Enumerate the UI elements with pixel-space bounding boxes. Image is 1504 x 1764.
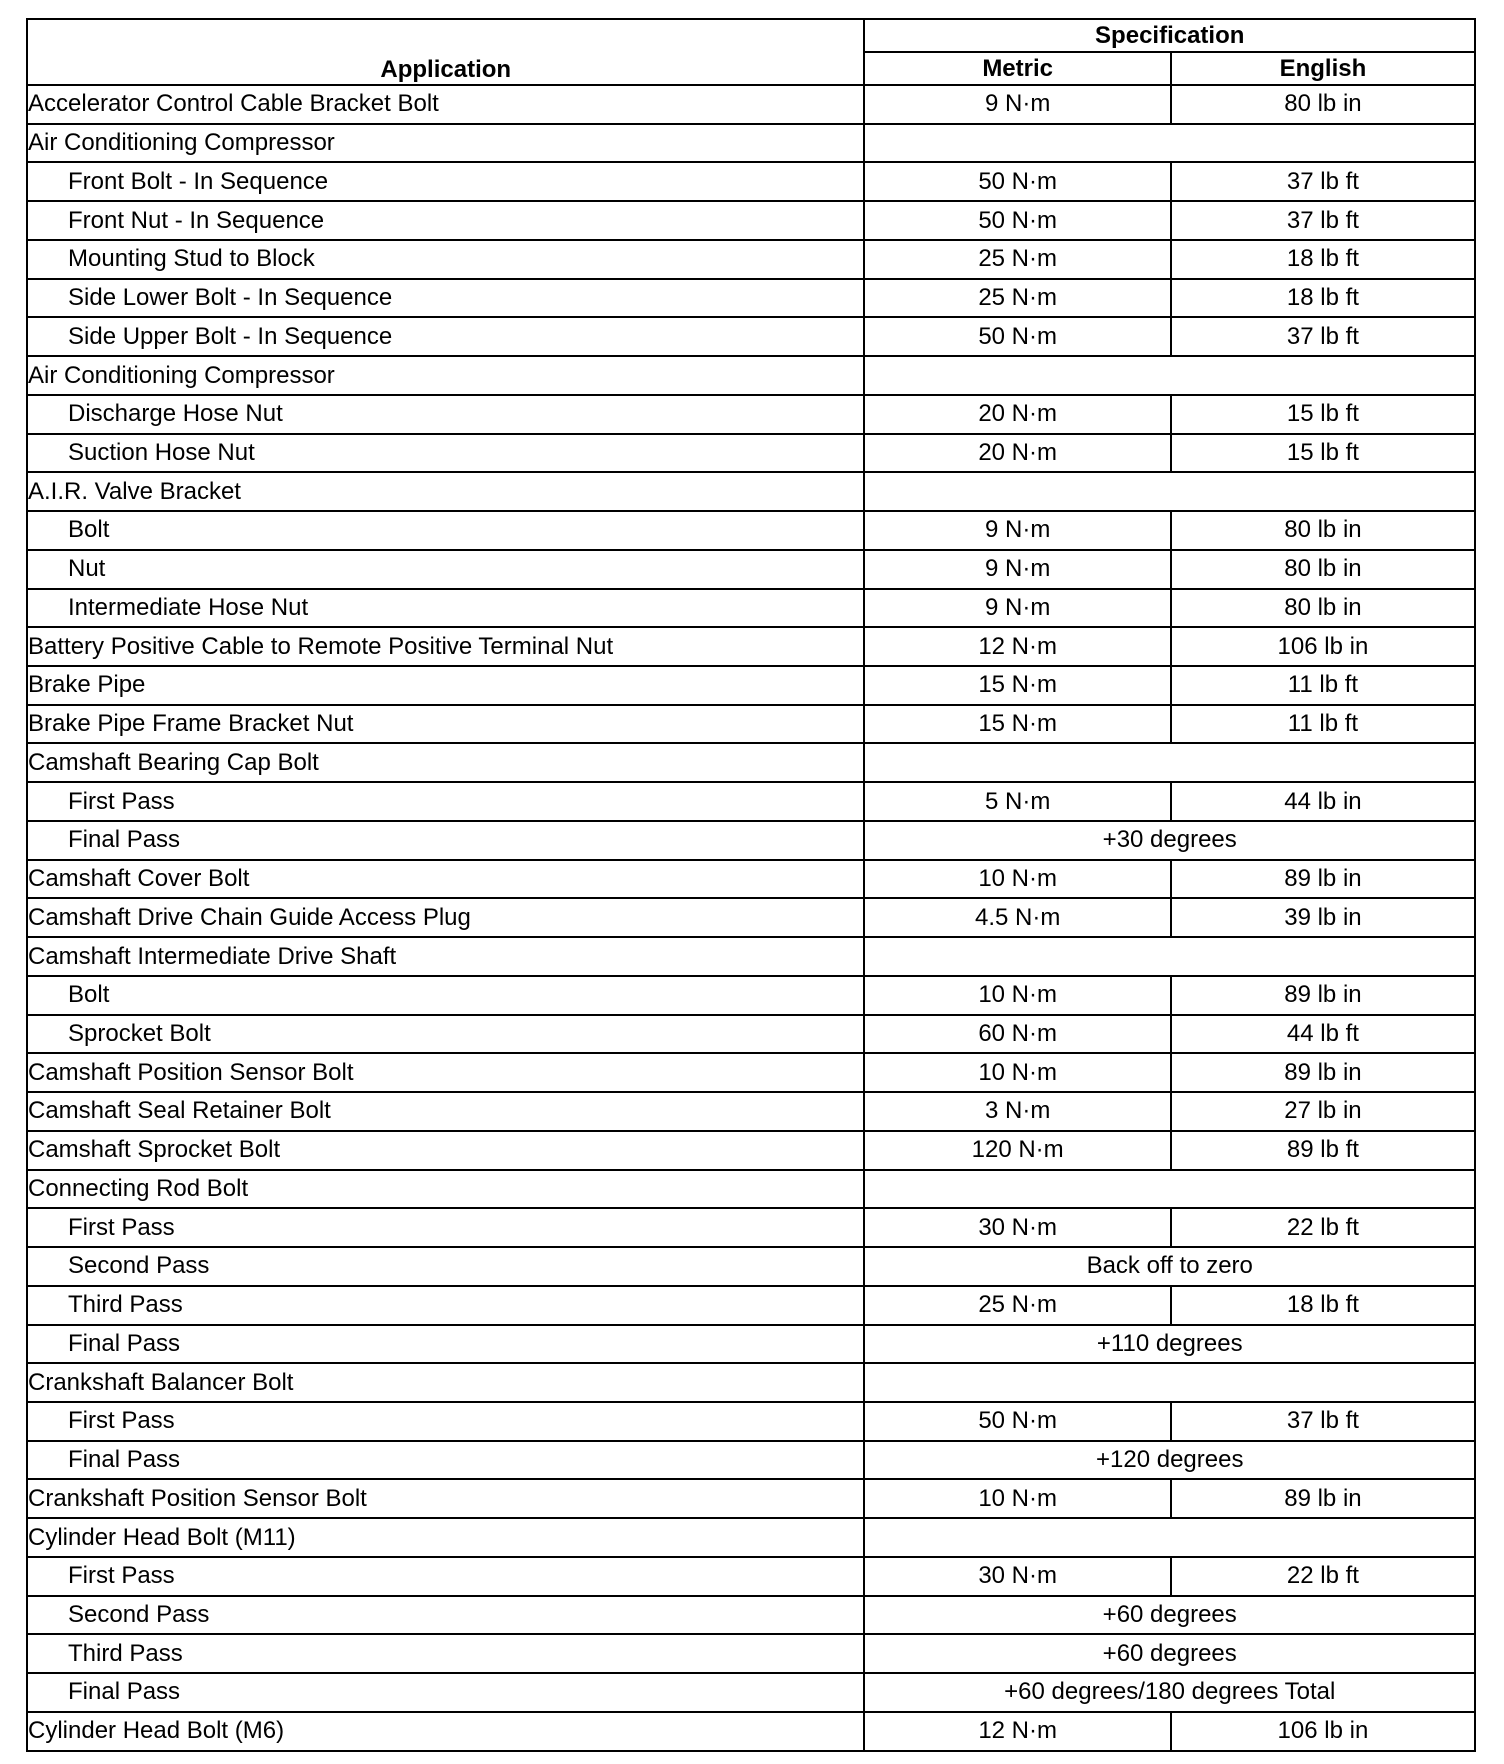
english-cell: 18 lb ft [1171,240,1475,279]
english-cell: 89 lb in [1171,976,1475,1015]
metric-cell: 9 N·m [864,550,1170,589]
group-row [27,1363,1475,1402]
group-row [27,1170,1475,1209]
table-row [27,434,1475,473]
table-row [27,976,1475,1015]
table-row [27,1557,1475,1596]
application-cell: Suction Hose Nut [27,434,864,473]
spec-span-cell: Back off to zero [864,1247,1475,1286]
metric-cell: 10 N·m [864,860,1170,899]
english-cell: 22 lb ft [1171,1557,1475,1596]
application-cell: Final Pass [27,1441,864,1480]
metric-cell: 120 N·m [864,1131,1170,1170]
table-row [27,1015,1475,1054]
table-row [27,1673,1475,1712]
metric-cell: 30 N·m [864,1557,1170,1596]
table-row [27,1053,1475,1092]
english-cell: 44 lb in [1171,782,1475,821]
application-cell: Bolt [27,976,864,1015]
table-row [27,666,1475,705]
table-row [27,821,1475,860]
table-row [27,1131,1475,1170]
group-spacer [864,124,1475,163]
application-cell: Second Pass [27,1596,864,1635]
english-cell: 18 lb ft [1171,279,1475,318]
table-row [27,627,1475,666]
group-row [27,937,1475,976]
group-label: Crankshaft Balancer Bolt [27,1363,864,1402]
application-cell: First Pass [27,1208,864,1247]
application-cell: Side Upper Bolt - In Sequence [27,317,864,356]
metric-cell: 10 N·m [864,1053,1170,1092]
english-cell: 106 lb in [1171,627,1475,666]
english-cell: 89 lb in [1171,1479,1475,1518]
application-cell: Camshaft Cover Bolt [27,860,864,899]
metric-cell: 20 N·m [864,434,1170,473]
application-cell: Crankshaft Position Sensor Bolt [27,1479,864,1518]
table-row [27,395,1475,434]
application-cell: Intermediate Hose Nut [27,589,864,628]
metric-cell: 60 N·m [864,1015,1170,1054]
application-cell: Second Pass [27,1247,864,1286]
english-cell: 80 lb in [1171,589,1475,628]
group-label: Connecting Rod Bolt [27,1170,864,1209]
spec-span-cell: +120 degrees [864,1441,1475,1480]
metric-cell: 9 N·m [864,589,1170,628]
english-cell: 37 lb ft [1171,201,1475,240]
application-cell: Camshaft Drive Chain Guide Access Plug [27,898,864,937]
application-cell: Battery Positive Cable to Remote Positive Terminal Nut [27,627,864,666]
group-label: Air Conditioning Compressor [27,356,864,395]
group-label: Camshaft Intermediate Drive Shaft [27,937,864,976]
table-row [27,1092,1475,1131]
metric-cell: 10 N·m [864,1479,1170,1518]
application-cell: Accelerator Control Cable Bracket Bolt [27,85,864,124]
specification-header: Specification [864,19,1475,52]
metric-cell: 20 N·m [864,395,1170,434]
english-cell: 15 lb ft [1171,434,1475,473]
application-cell: Third Pass [27,1286,864,1325]
english-cell: 11 lb ft [1171,666,1475,705]
metric-cell: 15 N·m [864,705,1170,744]
metric-cell: 30 N·m [864,1208,1170,1247]
table-row [27,1325,1475,1364]
group-spacer [864,937,1475,976]
application-cell: First Pass [27,1557,864,1596]
metric-cell: 5 N·m [864,782,1170,821]
application-cell: Third Pass [27,1634,864,1673]
table-row [27,162,1475,201]
table-row [27,240,1475,279]
table-row [27,589,1475,628]
metric-cell: 50 N·m [864,317,1170,356]
table-row [27,85,1475,124]
application-cell: Front Bolt - In Sequence [27,162,864,201]
application-header: Application [27,19,864,85]
table-row [27,550,1475,589]
spec-span-cell: +30 degrees [864,821,1475,860]
english-cell: 37 lb ft [1171,162,1475,201]
group-spacer [864,472,1475,511]
application-cell: Side Lower Bolt - In Sequence [27,279,864,318]
english-header: English [1171,52,1475,85]
table-row [27,511,1475,550]
application-cell: Camshaft Position Sensor Bolt [27,1053,864,1092]
english-cell: 80 lb in [1171,550,1475,589]
table-row [27,1596,1475,1635]
english-cell: 89 lb in [1171,1053,1475,1092]
group-row [27,472,1475,511]
metric-cell: 4.5 N·m [864,898,1170,937]
table-row [27,1479,1475,1518]
english-cell: 37 lb ft [1171,317,1475,356]
metric-header: Metric [864,52,1170,85]
english-cell: 44 lb ft [1171,1015,1475,1054]
application-cell: First Pass [27,1402,864,1441]
metric-cell: 25 N·m [864,1286,1170,1325]
group-row [27,1518,1475,1557]
english-cell: 22 lb ft [1171,1208,1475,1247]
group-spacer [864,1170,1475,1209]
group-row [27,743,1475,782]
application-cell: Final Pass [27,1325,864,1364]
table-row [27,705,1475,744]
metric-cell: 50 N·m [864,201,1170,240]
english-cell: 80 lb in [1171,511,1475,550]
table-header [27,19,1475,85]
table-row [27,1634,1475,1673]
application-cell: First Pass [27,782,864,821]
group-spacer [864,1518,1475,1557]
table-row [27,898,1475,937]
application-cell: Discharge Hose Nut [27,395,864,434]
english-cell: 80 lb in [1171,85,1475,124]
table-row [27,317,1475,356]
metric-cell: 50 N·m [864,162,1170,201]
english-cell: 27 lb in [1171,1092,1475,1131]
group-label: A.I.R. Valve Bracket [27,472,864,511]
table-row [27,1712,1475,1751]
group-label: Camshaft Bearing Cap Bolt [27,743,864,782]
spec-span-cell: +60 degrees/180 degrees Total [864,1673,1475,1712]
table-row [27,279,1475,318]
group-row [27,124,1475,163]
english-cell: 39 lb in [1171,898,1475,937]
english-cell: 15 lb ft [1171,395,1475,434]
spec-span-cell: +60 degrees [864,1634,1475,1673]
application-cell: Sprocket Bolt [27,1015,864,1054]
application-cell: Front Nut - In Sequence [27,201,864,240]
english-cell: 89 lb ft [1171,1131,1475,1170]
english-cell: 37 lb ft [1171,1402,1475,1441]
application-cell: Nut [27,550,864,589]
table-row [27,1247,1475,1286]
english-cell: 89 lb in [1171,860,1475,899]
metric-cell: 12 N·m [864,1712,1170,1751]
metric-cell: 10 N·m [864,976,1170,1015]
torque-spec-table [26,18,1476,1752]
application-cell: Brake Pipe Frame Bracket Nut [27,705,864,744]
table-row [27,1441,1475,1480]
group-label: Cylinder Head Bolt (M11) [27,1518,864,1557]
application-cell: Cylinder Head Bolt (M6) [27,1712,864,1751]
application-cell: Camshaft Seal Retainer Bolt [27,1092,864,1131]
group-spacer [864,743,1475,782]
group-row [27,356,1475,395]
spec-span-cell: +60 degrees [864,1596,1475,1635]
table-row [27,201,1475,240]
english-cell: 18 lb ft [1171,1286,1475,1325]
group-spacer [864,356,1475,395]
table-row [27,782,1475,821]
english-cell: 11 lb ft [1171,705,1475,744]
table-row [27,860,1475,899]
application-cell: Final Pass [27,1673,864,1712]
application-cell: Brake Pipe [27,666,864,705]
metric-cell: 12 N·m [864,627,1170,666]
metric-cell: 3 N·m [864,1092,1170,1131]
application-cell: Final Pass [27,821,864,860]
table-body [27,85,1475,1751]
table-row [27,1402,1475,1441]
metric-cell: 9 N·m [864,85,1170,124]
metric-cell: 50 N·m [864,1402,1170,1441]
metric-cell: 15 N·m [864,666,1170,705]
application-cell: Bolt [27,511,864,550]
table-row [27,1208,1475,1247]
group-label: Air Conditioning Compressor [27,124,864,163]
english-cell: 106 lb in [1171,1712,1475,1751]
metric-cell: 25 N·m [864,279,1170,318]
metric-cell: 25 N·m [864,240,1170,279]
group-spacer [864,1363,1475,1402]
table-row [27,1286,1475,1325]
metric-cell: 9 N·m [864,511,1170,550]
application-cell: Camshaft Sprocket Bolt [27,1131,864,1170]
spec-span-cell: +110 degrees [864,1325,1475,1364]
application-cell: Mounting Stud to Block [27,240,864,279]
